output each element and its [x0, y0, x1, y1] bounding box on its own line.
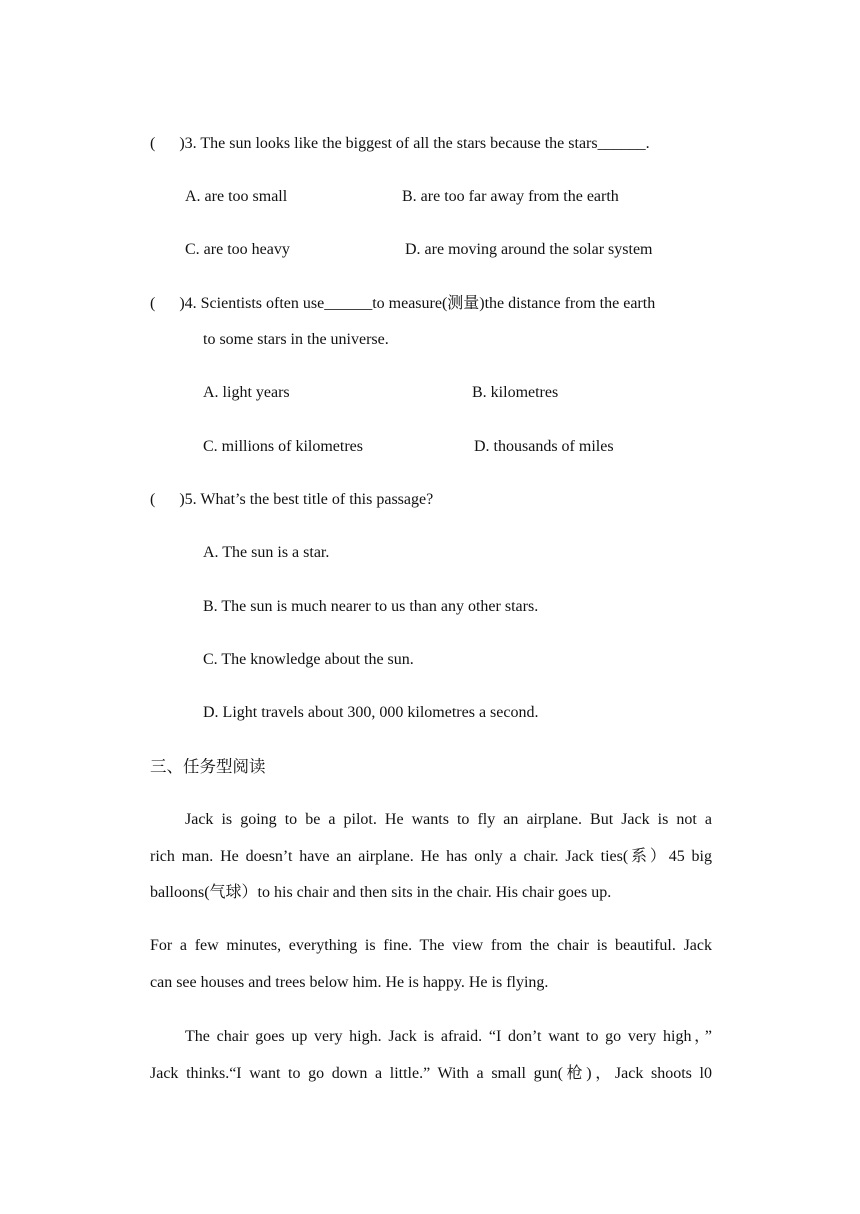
- q3-option-d: D. are moving around the solar system: [405, 241, 653, 258]
- section-heading: 三、任务型阅读: [150, 757, 266, 776]
- q4-option-a: A. light years: [203, 384, 290, 401]
- passage-p2-line2: can see houses and trees below him. He is happy. He is flying.: [150, 974, 549, 991]
- q4-option-d: D. thousands of miles: [474, 438, 614, 455]
- q5-option-a: A. The sun is a star.: [203, 544, 330, 561]
- question-4: ( )4. Scientists often use______to measure(测量)the distance from the earth: [150, 295, 656, 312]
- q3-option-c: C. are too heavy: [185, 241, 290, 258]
- passage-p1-line2: rich man. He doesn’t have an airplane. He has only a chair. Jack ties(系）45 big: [150, 848, 712, 865]
- question-5: ( )5. What’s the best title of this passage?: [150, 491, 434, 508]
- q5-option-b: B. The sun is much nearer to us than any other stars.: [203, 598, 539, 615]
- question-3: ( )3. The sun looks like the biggest of all the stars because the stars______.: [150, 135, 650, 152]
- q4-option-c: C. millions of kilometres: [203, 438, 363, 455]
- q4-option-b: B. kilometres: [472, 384, 559, 401]
- passage-p1-line1: Jack is going to be a pilot. He wants to fly an airplane. But Jack is not a: [185, 811, 712, 828]
- q5-option-d: D. Light travels about 300, 000 kilometres a second.: [203, 704, 539, 721]
- q5-option-c: C. The knowledge about the sun.: [203, 651, 414, 668]
- q3-option-a: A. are too small: [185, 188, 288, 205]
- passage-p1-line3: balloons(气球）to his chair and then sits in the chair. His chair goes up.: [150, 884, 612, 901]
- passage-p3-line2: Jack thinks.“I want to go down a little.” With a small gun(枪)，Jack shoots l0: [150, 1065, 712, 1082]
- question-4-continued: to some stars in the universe.: [203, 331, 389, 348]
- q3-option-b: B. are too far away from the earth: [402, 188, 619, 205]
- passage-p2-line1: For a few minutes, everything is fine. The view from the chair is beautiful. Jack: [150, 937, 712, 954]
- passage-p3-line1: The chair goes up very high. Jack is afraid. “I don’t want to go very high，”: [185, 1028, 712, 1045]
